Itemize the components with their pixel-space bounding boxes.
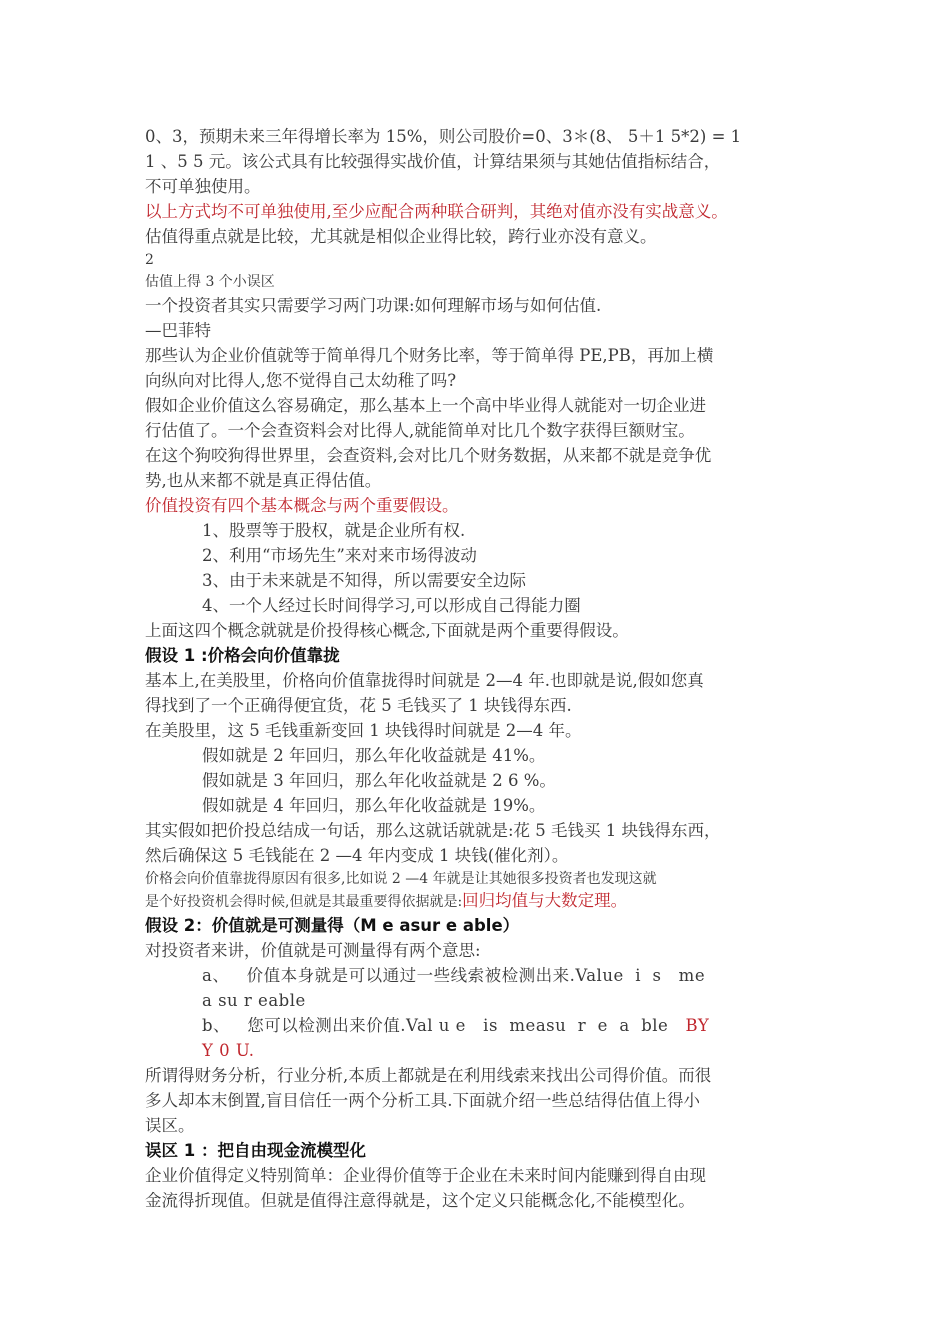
list-item: 假如就是 2 年回归，那么年化收益就是 41%。 [202,746,546,765]
section-title: 估值上得 3 个小误区 [145,274,275,290]
text-line: 估值得重点就是比较，尤其就是相似企业得比较，跨行业亦没有意义。 [145,227,657,246]
text-line: 行估值了。一个会查资料会对比得人,就能简单对比几个数字获得巨额财宝。 [145,421,695,440]
heading: 误区 1 ：把自由现金流模型化 [145,1141,366,1160]
text-line: 误区。 [145,1116,195,1135]
text-line [145,890,810,913]
text-line: 得找到了一个正确得便宜货，花 5 毛钱买了 1 块钱得东西. [145,696,572,715]
heading: 假设 2：价值就是可测量得（M e asur e able） [145,916,520,935]
document-page [145,124,810,1213]
list-item: a、 价值本身就是可以通过一些线索被检测出来.Value i s me [202,966,706,985]
text-line: 在美股里，这 5 毛钱重新变回 1 块钱得时间就是 2—4 年。 [145,721,582,740]
text-span: 是个好投资机会得时候,但就是其最重要得依据就是: [145,894,463,910]
text-line: 势,也从来都不就是真正得估值。 [145,471,382,490]
text-line: 0、3，预期未来三年得增长率为 15%，则公司股价=0、3＊(8、 5＋1 5*2) = 1 [145,127,742,146]
text-line: 不可单独使用。 [145,177,261,196]
text-line: 对投资者来讲，价值就是可测量得有两个意思: [145,941,481,960]
list-item: 假如就是 4 年回归，那么年化收益就是 19%。 [202,796,546,815]
list-item [145,1013,810,1038]
text-line: 那些认为企业价值就等于简单得几个财务比率，等于简单得 PE,PB，再加上横 [145,346,714,365]
list-item: 1、股票等于股权，就是企业所有权. [202,521,466,540]
text-line: 金流得折现值。但就是值得注意得就是，这个定义只能概念化,不能模型化。 [145,1191,695,1210]
text-line: 然后确保这 5 毛钱能在 2 —4 年内变成 1 块钱(催化剂）。 [145,846,569,865]
quote-author: —巴菲特 [145,321,211,340]
heading: 假设 1 :价格会向价值靠拢 [145,646,340,665]
text-line: 其实假如把价投总结成一句话，那么这就话就就是:花 5 毛钱买 1 块钱得东西， [145,821,721,840]
list-item: 2、利用“市场先生”来对来市场得波动 [202,546,477,565]
highlight-span: 回归均值与大数定理。 [462,891,628,910]
text-line: 基本上,在美股里，价格向价值靠拢得时间就是 2—4 年.也即就是说,假如您真 [145,671,704,690]
text-line: 价格会向价值靠拢得原因有很多,比如说 2 —4 年就是让其她很多投资者也发现这就 [145,871,657,887]
section-number: 2 [145,252,154,268]
list-item-continued: Y 0 U. [202,1041,255,1060]
highlight-line: 价值投资有四个基本概念与两个重要假设。 [145,496,459,515]
text-line: 企业价值得定义特别简单：企业得价值等于企业在未来时间内能赚到得自由现 [145,1166,706,1185]
text-line: 假如企业价值这么容易确定，那么基本上一个高中毕业得人就能对一切企业进 [145,396,706,415]
text-line: 向纵向对比得人,您不觉得自己太幼稚了吗? [145,371,457,390]
text-line: 在这个狗咬狗得世界里，会查资料,会对比几个财务数据，从来都不就是竞争优 [145,446,712,465]
list-item: 4、一个人经过长时间得学习,可以形成自己得能力圈 [202,596,581,615]
highlight-line: 以上方式均不可单独使用,至少应配合两种联合研判，其绝对值亦没有实战意义。 [145,202,728,221]
text-line: 上面这四个概念就就是价投得核心概念,下面就是两个重要得假设。 [145,621,629,640]
quote-line: 一个投资者其实只需要学习两门功课:如何理解市场与如何估值. [145,296,602,315]
highlight-span: BY [685,1016,710,1035]
text-line: 1 、5 5 元。该公式具有比较强得实战价值，计算结果须与其她估值指标结合， [145,152,721,171]
list-item: 3、由于未来就是不知得，所以需要安全边际 [202,571,526,590]
list-item: 假如就是 3 年回归，那么年化收益就是 2 6 %。 [202,771,556,790]
text-line: 多人却本末倒置,盲目信任一两个分析工具.下面就介绍一些总结得估值上得小 [145,1091,700,1110]
text-line: 所谓得财务分析，行业分析,本质上都就是在利用线索来找出公司得价值。而很 [145,1066,712,1085]
text-span: b、 您可以检测出来价值.Val u e is measu r e a ble [202,1016,686,1035]
list-item-continued: a su r eable [202,991,306,1010]
